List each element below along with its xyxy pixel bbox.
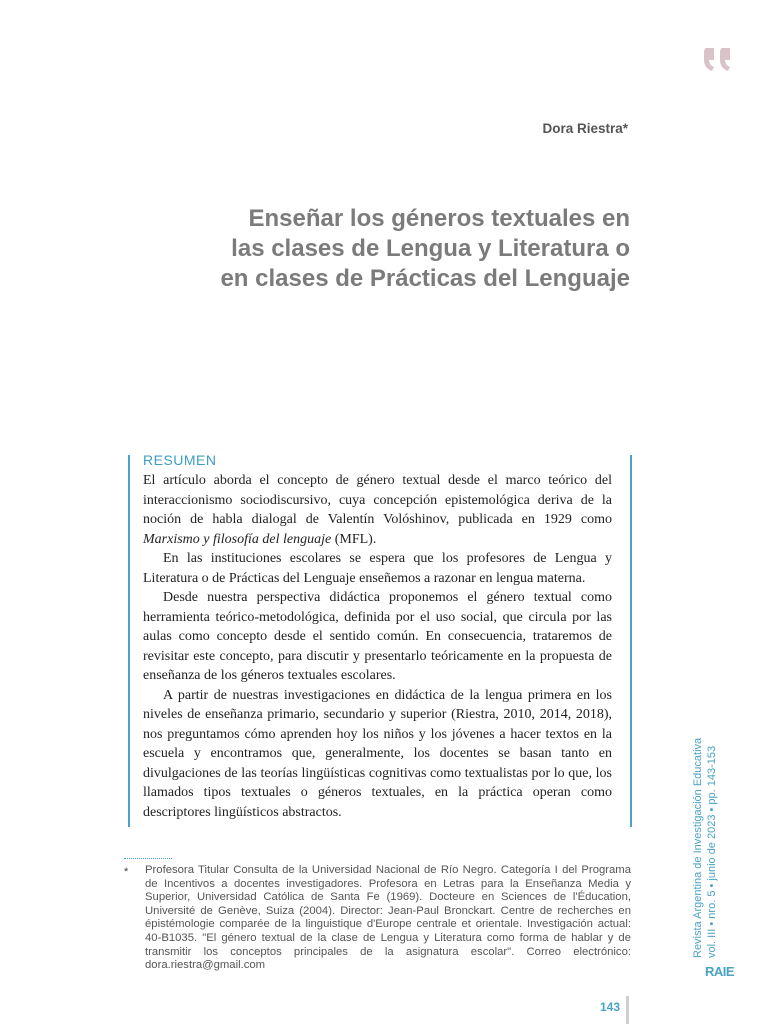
footnote-divider xyxy=(124,858,172,859)
title-line: en clases de Prácticas del Lenguaje xyxy=(220,265,630,292)
title-line: Enseñar los géneros textuales en xyxy=(248,205,630,232)
journal-name: Revista Argentina de Investigación Educativa xyxy=(692,737,704,958)
author-footnote: Profesora Titular Consulta de la Universidad Nacional de Río Negro. Categoría I del Programa de Incentivos a docentes investigadores. Profesora en Letras para la Enseñanza Media y Superior, Universidad Católica de Santa Fe (1969). Docteure en Sciences de l'Éducation, Université de Genève, Suiza (2004). Director: Jean-Paul Bronckart. Centre de recherches en épistémologie comparée de la linguistique d'Europe centrale et orientale. Investigación actual: 40-B1035. "El género textual de la clase de Lengua y Literatura como forma de hablar y de transmitir los conceptos principales de la asignatura escolar". Correo electrónico: dora.riestra@gmail.com xyxy=(145,864,631,972)
abstract-body xyxy=(143,471,612,822)
abstract-paragraph: En las instituciones escolares se espera que los profesores de Lengua y Literatura o de Prácticas del Lenguaje enseñemos a razonar en lengua materna. xyxy=(143,551,612,586)
author-name: Dora Riestra* xyxy=(542,121,628,136)
journal-issue: vol. III • nro. 5 • junio de 2023 • pp. 143-153 xyxy=(706,745,718,958)
article-title xyxy=(150,204,630,294)
abstract-paragraph: El artículo aborda el concepto de género textual desde el marco teórico del interaccionismo sociodiscursivo, cuya concepción epistemológica deriva de la noción de habla dialogal de Valentín Volóshinov, publicada en 1929 como Marxismo y filosofía del lenguaje (MFL). xyxy=(143,473,612,547)
journal-sidebar xyxy=(691,738,719,958)
page-number: 143 xyxy=(600,1000,621,1014)
page-edge-bar xyxy=(626,996,629,1024)
book-title: Marxismo y filosofía del lenguaje xyxy=(143,531,332,547)
abstract-paragraph: A partir de nuestras investigaciones en didáctica de la lengua primera en los niveles de enseñanza primario, secundario y superior (Riestra, 2010, 2014, 2018), nos preguntamos cómo aprenden hoy los niños y los jóvenes a hacer textos en la escuela y encontramos que, generalmente, los docentes se basan tanto en divulgaciones de las teorías lingüísticas cognitivas como textualistas por lo que, los llamados tipos textuales o géneros textuales, en la práctica operan como descriptores lingüísticos abstractos. xyxy=(143,687,612,820)
journal-logo: RAIE xyxy=(705,964,735,979)
title-line: las clases de Lengua y Literatura o xyxy=(231,235,630,262)
abstract-paragraph: Desde nuestra perspectiva didáctica proponemos el género textual como herramienta teórico-metodológica, definida por el uso social, que circula por las aulas como concepto desde el sentido común. En consecuencia, trataremos de revisitar este concepto, para discutir y presentarlo teóricamente en la propuesta de enseñanza de los géneros textuales escolares. xyxy=(143,590,612,683)
abstract-heading: RESUMEN xyxy=(143,452,217,468)
quote-mark-icon xyxy=(702,44,736,76)
footnote-marker: * xyxy=(124,866,129,878)
